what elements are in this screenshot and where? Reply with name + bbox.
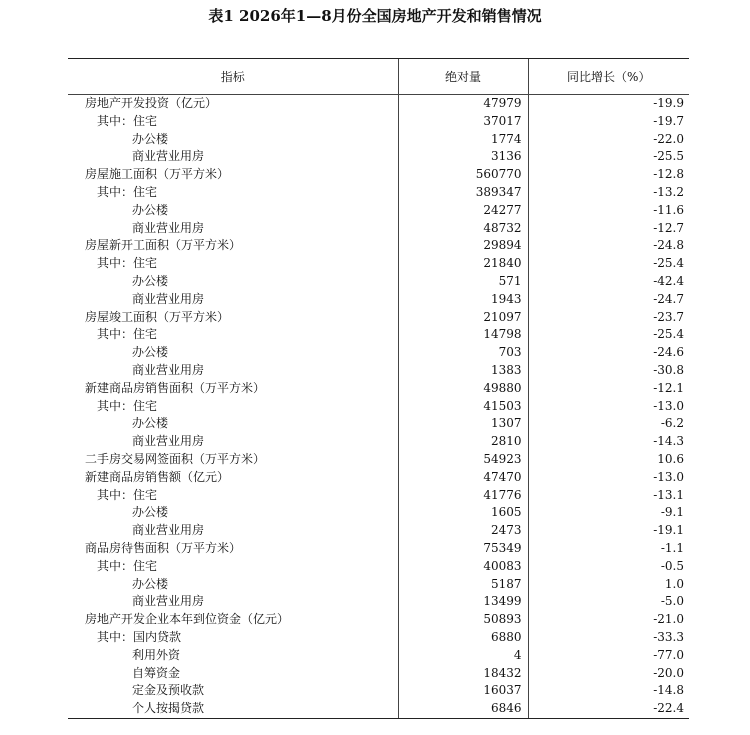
row-label: 办公楼 <box>132 416 169 431</box>
table-row <box>68 309 689 327</box>
header-absolute-value: 绝对量 <box>398 59 528 95</box>
table-row <box>68 291 689 309</box>
table-row <box>68 469 689 487</box>
row-yoy-growth: -13.0 <box>528 469 689 487</box>
row-yoy-growth: -6.2 <box>528 415 689 433</box>
row-absolute-value: 14798 <box>398 326 528 344</box>
row-yoy-growth: -19.1 <box>528 522 689 540</box>
row-yoy-growth: -12.8 <box>528 166 689 184</box>
row-absolute-value: 24277 <box>398 202 528 220</box>
table-row <box>68 522 689 540</box>
row-absolute-value: 47979 <box>398 95 528 113</box>
table-row <box>68 255 689 273</box>
table-row <box>68 95 689 113</box>
table-row <box>68 682 689 700</box>
row-absolute-value: 571 <box>398 273 528 291</box>
row-absolute-value: 4 <box>398 647 528 665</box>
row-label: 其中：住宅 <box>97 184 158 199</box>
row-yoy-growth: -23.7 <box>528 309 689 327</box>
row-yoy-growth: -24.7 <box>528 291 689 309</box>
row-absolute-value: 16037 <box>398 682 528 700</box>
row-yoy-growth: -1.1 <box>528 540 689 558</box>
table-row <box>68 148 689 166</box>
header-yoy-growth: 同比增长（%） <box>528 59 689 95</box>
data-table <box>68 58 689 719</box>
row-yoy-growth: -33.3 <box>528 629 689 647</box>
table-row <box>68 558 689 576</box>
data-table-container <box>68 58 689 719</box>
row-label: 办公楼 <box>132 505 169 520</box>
row-yoy-growth: -9.1 <box>528 504 689 522</box>
row-absolute-value: 1307 <box>398 415 528 433</box>
table-row <box>68 380 689 398</box>
row-yoy-growth: -5.0 <box>528 593 689 611</box>
table-title: 表1 2026年1—8月份全国房地产开发和销售情况 <box>208 7 542 25</box>
table-row <box>68 540 689 558</box>
table-row <box>68 451 689 469</box>
header-indicator: 指标 <box>68 59 398 95</box>
row-yoy-growth: -21.0 <box>528 611 689 629</box>
row-label: 定金及预收款 <box>132 683 205 698</box>
row-absolute-value: 50893 <box>398 611 528 629</box>
table-row <box>68 629 689 647</box>
row-absolute-value: 3136 <box>398 148 528 166</box>
row-yoy-growth: -22.0 <box>528 131 689 149</box>
table-row <box>68 326 689 344</box>
row-label: 个人按揭贷款 <box>68 700 398 718</box>
row-yoy-growth: -25.4 <box>528 255 689 273</box>
row-absolute-value: 1383 <box>398 362 528 380</box>
table-row <box>68 665 689 683</box>
row-absolute-value: 13499 <box>398 593 528 611</box>
row-yoy-growth: -77.0 <box>528 647 689 665</box>
row-yoy-growth: -24.8 <box>528 237 689 255</box>
table-row <box>68 415 689 433</box>
table-row <box>68 131 689 149</box>
row-yoy-growth: 10.6 <box>528 451 689 469</box>
row-label: 商业营业用房 <box>132 220 205 235</box>
row-label: 商品房待售面积（万平方米） <box>85 540 242 555</box>
row-absolute-value: 75349 <box>398 540 528 558</box>
row-yoy-growth: -14.8 <box>528 682 689 700</box>
row-label: 其中：住宅 <box>97 327 158 342</box>
row-absolute-value: 41503 <box>398 398 528 416</box>
row-yoy-growth: -19.9 <box>528 95 689 113</box>
row-label: 办公楼 <box>132 345 169 360</box>
row-absolute-value: 49880 <box>398 380 528 398</box>
row-absolute-value: 560770 <box>398 166 528 184</box>
row-absolute-value: 703 <box>398 344 528 362</box>
row-label: 其中：国内贷款 <box>97 629 182 644</box>
row-absolute-value: 389347 <box>398 184 528 202</box>
row-label: 商业营业用房 <box>132 362 205 377</box>
row-absolute-value: 29894 <box>398 237 528 255</box>
row-absolute-value: 2810 <box>398 433 528 451</box>
row-label: 商业营业用房 <box>132 523 205 538</box>
row-absolute-value: 1943 <box>398 291 528 309</box>
row-label: 房地产开发企业本年到位资金（亿元） <box>85 612 290 627</box>
table-row <box>68 576 689 594</box>
row-label: 其中：住宅 <box>97 256 158 271</box>
row-absolute-value: 1605 <box>398 504 528 522</box>
row-yoy-growth: -13.2 <box>528 184 689 202</box>
table-row <box>68 398 689 416</box>
row-label: 房地产开发投资（亿元） <box>85 96 218 110</box>
row-label: 其中：住宅 <box>97 487 158 502</box>
row-label: 新建商品房销售额（亿元） <box>85 469 230 484</box>
row-yoy-growth: -11.6 <box>528 202 689 220</box>
row-label: 房屋新开工面积（万平方米） <box>85 238 242 253</box>
row-label: 其中：住宅 <box>97 113 158 128</box>
row-yoy-growth: -25.5 <box>528 148 689 166</box>
row-yoy-growth: -13.1 <box>528 487 689 505</box>
row-label: 房屋施工面积（万平方米） <box>85 167 230 182</box>
table-row <box>68 593 689 611</box>
row-label: 办公楼 <box>132 131 169 146</box>
row-absolute-value: 40083 <box>398 558 528 576</box>
table-row <box>68 504 689 522</box>
row-label: 办公楼 <box>132 202 169 217</box>
table-row <box>68 166 689 184</box>
table-row <box>68 433 689 451</box>
row-absolute-value: 1774 <box>398 131 528 149</box>
table-row <box>68 113 689 131</box>
row-label: 办公楼 <box>132 576 169 591</box>
table-row <box>68 362 689 380</box>
table-row <box>68 220 689 238</box>
row-label: 新建商品房销售面积（万平方米） <box>85 380 266 395</box>
row-absolute-value: 41776 <box>398 487 528 505</box>
row-label: 商业营业用房 <box>132 291 205 306</box>
row-absolute-value: 37017 <box>398 113 528 131</box>
row-absolute-value: 5187 <box>398 576 528 594</box>
table-row <box>68 611 689 629</box>
row-yoy-growth: -19.7 <box>528 113 689 131</box>
row-absolute-value: 6846 <box>398 700 528 718</box>
table-row <box>68 647 689 665</box>
table-row <box>68 202 689 220</box>
row-label: 房屋竣工面积（万平方米） <box>85 309 230 324</box>
table-body <box>68 95 689 719</box>
row-label: 商业营业用房 <box>132 594 205 609</box>
row-yoy-growth: -0.5 <box>528 558 689 576</box>
row-label: 二手房交易网签面积（万平方米） <box>85 451 266 466</box>
row-label: 商业营业用房 <box>132 149 205 164</box>
row-absolute-value: 48732 <box>398 220 528 238</box>
row-yoy-growth: -20.0 <box>528 665 689 683</box>
row-absolute-value: 21097 <box>398 309 528 327</box>
row-yoy-growth: -25.4 <box>528 326 689 344</box>
table-header-row <box>68 59 689 95</box>
row-yoy-growth: -12.1 <box>528 380 689 398</box>
row-absolute-value: 18432 <box>398 665 528 683</box>
row-yoy-growth: 1.0 <box>528 576 689 594</box>
row-label: 其中：住宅 <box>97 398 158 413</box>
row-yoy-growth: -14.3 <box>528 433 689 451</box>
row-absolute-value: 2473 <box>398 522 528 540</box>
table-row <box>68 273 689 291</box>
row-yoy-growth: -30.8 <box>528 362 689 380</box>
row-absolute-value: 47470 <box>398 469 528 487</box>
table-row <box>68 184 689 202</box>
row-absolute-value: 54923 <box>398 451 528 469</box>
row-label: 其中：住宅 <box>97 558 158 573</box>
row-label: 商业营业用房 <box>132 434 205 449</box>
row-label: 办公楼 <box>132 273 169 288</box>
table-row <box>68 487 689 505</box>
row-label: 利用外资 <box>132 647 181 662</box>
table-row <box>68 700 689 718</box>
row-label: 自筹资金 <box>132 665 181 680</box>
table-row <box>68 237 689 255</box>
row-absolute-value: 21840 <box>398 255 528 273</box>
row-yoy-growth: -22.4 <box>528 700 689 718</box>
row-yoy-growth: -12.7 <box>528 220 689 238</box>
row-absolute-value: 6880 <box>398 629 528 647</box>
row-yoy-growth: -42.4 <box>528 273 689 291</box>
row-yoy-growth: -13.0 <box>528 398 689 416</box>
row-yoy-growth: -24.6 <box>528 344 689 362</box>
table-row <box>68 344 689 362</box>
